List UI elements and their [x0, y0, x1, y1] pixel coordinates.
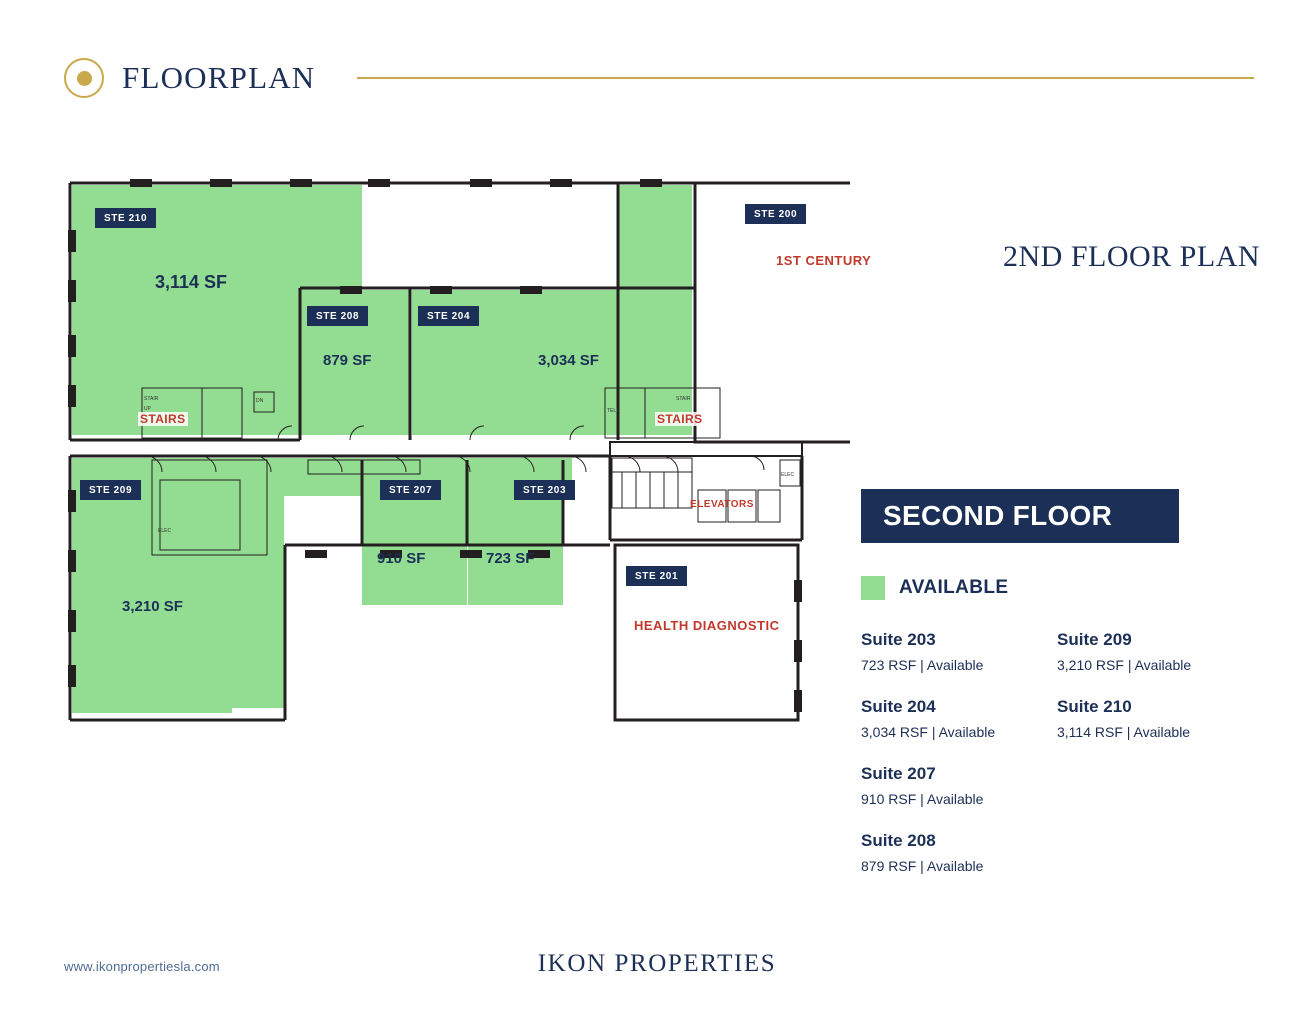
- room-label-elec-west: ELEC: [158, 528, 172, 534]
- suite-entry-210[interactable]: [1057, 697, 1247, 740]
- suite-entry-203[interactable]: [861, 630, 1051, 673]
- floor-banner-label: SECOND FLOOR: [883, 500, 1113, 531]
- area-label-910: 910 SF: [377, 550, 426, 567]
- circle-dot-icon: [64, 58, 104, 98]
- suite-column-left: [861, 630, 1051, 898]
- suite-entry-name: Suite 208: [861, 831, 936, 850]
- suite-entry-detail: 3,114 RSF | Available: [1057, 724, 1191, 740]
- room-label-elec-core: ELEC: [781, 472, 795, 478]
- room-label-dn: DN: [256, 398, 264, 404]
- suite-entry-209[interactable]: [1057, 630, 1247, 673]
- suite-entry-208[interactable]: [861, 831, 1051, 874]
- suite-tag-201: STE 201: [626, 566, 687, 586]
- suite-entry-204[interactable]: [861, 697, 1051, 740]
- header-divider: [357, 77, 1254, 79]
- suite-entry-detail: 723 RSF | Available: [861, 657, 984, 673]
- suite-entry-name: Suite 209: [1057, 630, 1132, 649]
- tenant-label-elevators: ELEVATORS: [690, 499, 754, 510]
- area-label-879: 879 SF: [323, 352, 372, 369]
- page-title: FLOORPLAN: [122, 60, 316, 95]
- legend-swatch-icon: [861, 576, 885, 600]
- floorplan-svg: [50, 160, 850, 760]
- suite-tag-200: STE 200: [745, 204, 806, 224]
- area-label-3114: 3,114 SF: [155, 272, 228, 292]
- plan-heading: 2ND FLOOR PLAN: [1003, 240, 1261, 273]
- suite-entry-name: Suite 210: [1057, 697, 1132, 716]
- room-label-stair-east: STAIR: [676, 396, 691, 402]
- area-label-3034: 3,034 SF: [538, 352, 599, 369]
- legend-available: [861, 576, 1009, 600]
- suite-entry-detail: 910 RSF | Available: [861, 791, 984, 807]
- suite-entry-detail: 879 RSF | Available: [861, 858, 984, 874]
- area-label-3210: 3,210 SF: [122, 598, 183, 615]
- room-label-tele: TELE: [607, 408, 620, 414]
- tenant-label-health-diagnostic: HEALTH DIAGNOSTIC: [634, 618, 780, 633]
- suite-tag-203: STE 203: [514, 480, 575, 500]
- stairs-label-east: STAIRS: [657, 412, 703, 426]
- suite-tag-204: STE 204: [418, 306, 479, 326]
- suite-tag-208: STE 208: [307, 306, 368, 326]
- suite-entry-207[interactable]: [861, 764, 1051, 807]
- tenant-label-1st-century: 1ST CENTURY: [776, 253, 872, 268]
- room-label-stair-west: STAIR: [144, 396, 159, 402]
- area-label-723: 723 SF: [486, 550, 535, 567]
- suite-column-right: [1057, 630, 1247, 764]
- footer-website-url[interactable]: www.ikonpropertiesla.com: [64, 959, 220, 974]
- suite-entry-detail: 3,034 RSF | Available: [861, 724, 996, 740]
- available-areas: [72, 185, 692, 713]
- suite-entry-name: Suite 204: [861, 697, 936, 716]
- suite-tag-209: STE 209: [80, 480, 141, 500]
- suite-entry-detail: 3,210 RSF | Available: [1057, 657, 1192, 673]
- floor-banner: [861, 489, 1179, 543]
- legend-label: AVAILABLE: [899, 577, 1009, 598]
- footer-brand-name: IKON PROPERTIES: [537, 950, 777, 977]
- suite-entry-name: Suite 203: [861, 630, 936, 649]
- room-label-up: UP: [144, 406, 151, 412]
- stairs-label-west: STAIRS: [140, 412, 186, 426]
- slide-header: [64, 55, 1254, 101]
- suite-tag-210: STE 210: [95, 208, 156, 228]
- suite-entry-name: Suite 207: [861, 764, 936, 783]
- floorplan-drawing: [50, 160, 872, 760]
- suite-tag-207: STE 207: [380, 480, 441, 500]
